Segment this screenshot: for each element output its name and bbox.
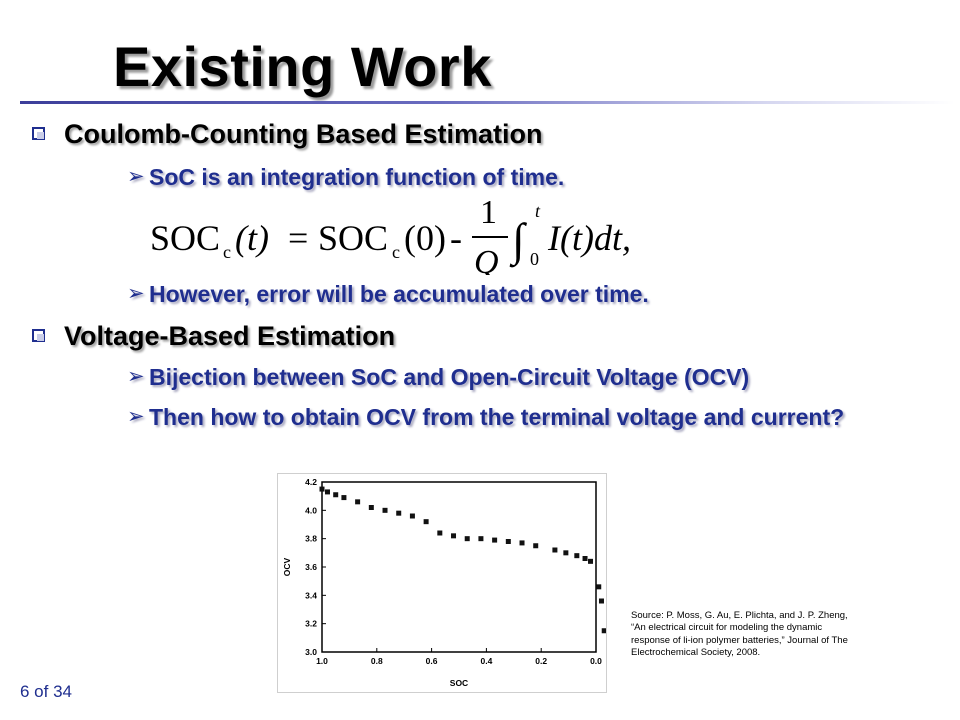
y-tick-label: 4.0 xyxy=(305,505,317,516)
data-point xyxy=(574,553,579,558)
data-point xyxy=(396,511,401,516)
data-point xyxy=(333,492,338,497)
eq-integrand: I(t)dt, xyxy=(548,218,631,258)
bullet-obtain-ocv xyxy=(127,402,869,432)
eq-minus: - xyxy=(450,218,462,258)
data-point xyxy=(424,519,429,524)
eq-integral-sign: ∫ xyxy=(512,214,525,265)
y-tick-label: 4.2 xyxy=(305,477,317,487)
x-tick-label: 0.4 xyxy=(480,656,493,666)
plot-frame xyxy=(322,482,596,652)
ocv-soc-chart xyxy=(278,474,606,692)
x-axis-label: SOC xyxy=(449,678,469,688)
box-bullet-icon xyxy=(32,329,45,342)
x-tick-label: 1.0 xyxy=(316,656,328,666)
data-point xyxy=(383,508,388,513)
x-tick-label: 0.0 xyxy=(590,656,602,666)
eq-denominator: Q xyxy=(474,244,499,275)
soc-equation-graphic xyxy=(150,195,650,275)
page-number: 6 of 34 xyxy=(20,682,72,701)
arrow-bullet-icon: ➢ xyxy=(127,405,145,428)
bullet-error-accumulated xyxy=(127,281,649,308)
eq-rhs-arg: (0) xyxy=(404,218,446,258)
data-point xyxy=(599,599,604,604)
eq-integral-lower: 0 xyxy=(530,249,539,269)
box-bullet-icon xyxy=(32,127,45,140)
y-tick-label: 3.8 xyxy=(305,533,317,544)
data-point xyxy=(492,538,497,543)
arrow-bullet-icon: ➢ xyxy=(127,365,145,388)
eq-integral-upper: t xyxy=(535,201,541,221)
data-point xyxy=(465,536,470,541)
bullet-text: SoC is an integration function of time. xyxy=(149,164,565,190)
data-point xyxy=(583,556,588,561)
bullet-soc-integration xyxy=(127,164,564,191)
section-heading-text: Coulomb-Counting Based Estimation xyxy=(64,119,543,149)
eq-rhs-subscript: c xyxy=(392,242,400,262)
data-point xyxy=(410,514,415,519)
y-tick-label: 3.2 xyxy=(305,618,317,629)
eq-equals: = xyxy=(288,218,309,258)
section-heading-voltage xyxy=(32,321,395,352)
eq-lhs-arg: (t) xyxy=(235,218,269,258)
data-point xyxy=(355,499,360,504)
data-point xyxy=(320,487,325,492)
x-tick-label: 0.2 xyxy=(535,656,548,666)
x-tick-label: 0.6 xyxy=(425,656,438,666)
section-heading-coulomb xyxy=(32,119,543,150)
x-tick-label: 0.8 xyxy=(370,656,383,666)
data-point xyxy=(533,543,538,548)
y-axis-label: OCV xyxy=(282,557,292,577)
slide-title: Existing Work xyxy=(113,35,492,98)
soc-equation xyxy=(150,195,650,284)
data-point xyxy=(451,533,456,538)
data-point xyxy=(588,559,593,564)
y-tick-label: 3.0 xyxy=(305,647,317,657)
data-point xyxy=(552,548,557,553)
data-point xyxy=(369,505,374,510)
bullet-text: However, error will be accumulated over time. xyxy=(149,281,649,307)
title-underline xyxy=(20,101,955,104)
bullet-bijection xyxy=(127,364,749,391)
data-point xyxy=(602,628,606,633)
bullet-text: Then how to obtain OCV from the terminal voltage and current? xyxy=(149,404,845,430)
data-point xyxy=(520,540,525,545)
section-heading-text: Voltage-Based Estimation xyxy=(64,321,396,351)
eq-lhs-subscript: c xyxy=(223,242,231,262)
arrow-bullet-icon: ➢ xyxy=(127,165,145,188)
ocv-soc-chart-frame xyxy=(277,473,607,693)
data-point xyxy=(596,584,601,589)
data-point xyxy=(506,539,511,544)
arrow-bullet-icon: ➢ xyxy=(127,282,145,305)
data-point xyxy=(325,489,330,494)
data-point xyxy=(437,531,442,536)
data-point xyxy=(341,495,346,500)
y-tick-label: 3.6 xyxy=(305,562,317,572)
data-point xyxy=(563,550,568,555)
eq-lhs: SOC xyxy=(150,218,221,258)
eq-numerator: 1 xyxy=(480,195,497,231)
source-citation: Source: P. Moss, G. Au, E. Plichta, and J. P. Zheng, “An electrical circuit for modeling the dynamic response of li-ion polymer batteries,” Journal of The Electrochemical Society, 2008. xyxy=(631,610,848,659)
bullet-text: Bijection between SoC and Open-Circuit Voltage (OCV) xyxy=(149,364,750,390)
eq-rhs-term: SOC xyxy=(318,218,389,258)
data-point xyxy=(478,536,483,541)
y-tick-label: 3.4 xyxy=(305,590,317,601)
